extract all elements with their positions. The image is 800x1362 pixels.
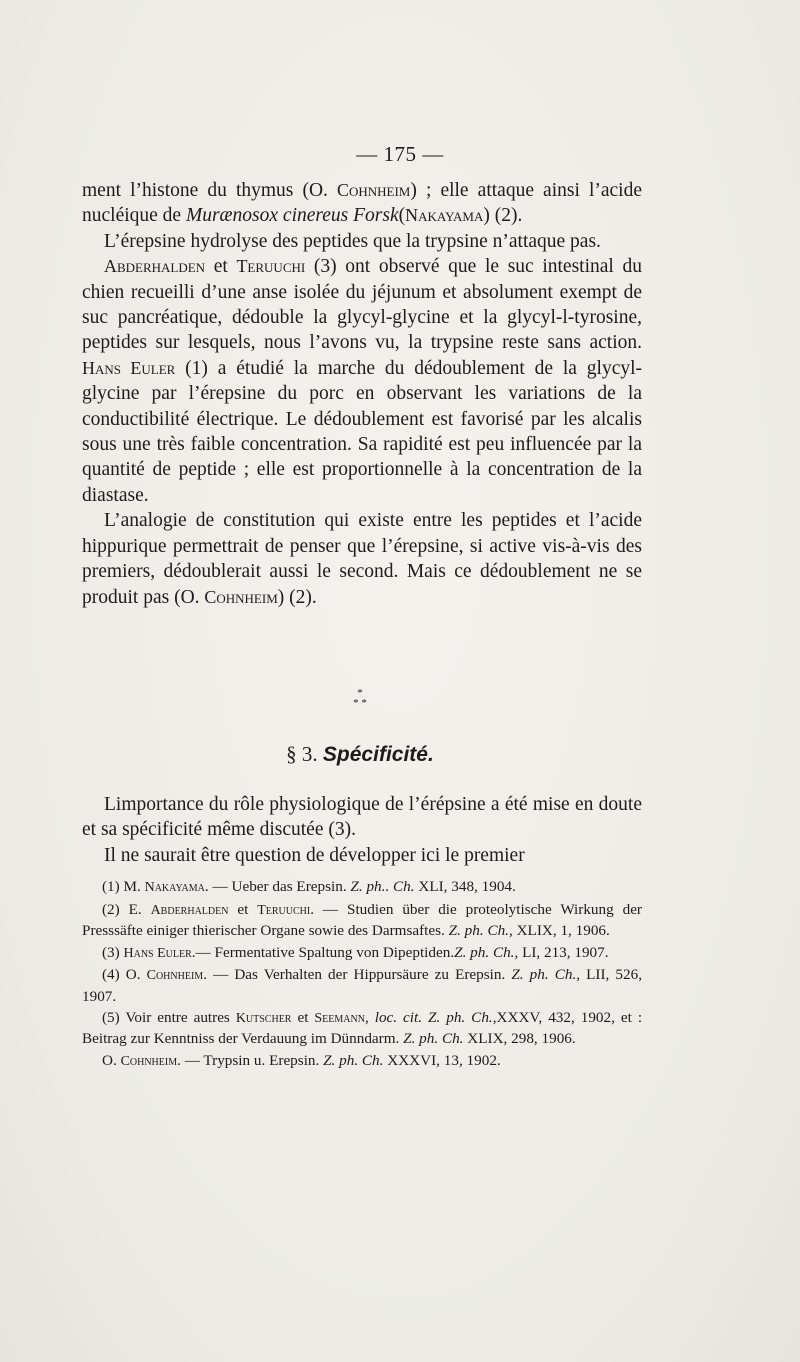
- text-run: et: [291, 1009, 315, 1027]
- text-run: ) (2).: [277, 586, 317, 608]
- author-name: Cohnheim: [337, 180, 411, 200]
- author-name: Cohnheim: [146, 968, 204, 984]
- text-run: XXXVI, 13, 1902.: [383, 1052, 501, 1070]
- footnote-number: (1) M.: [102, 878, 145, 895]
- citation-loc: loc. cit.: [374, 1009, 423, 1027]
- journal-name: Z. ph. Ch.: [403, 1030, 464, 1048]
- footnote-4: [82, 965, 642, 1006]
- text-run: ) ; elle attaque ainsi l’acide nucléique de: [82, 180, 643, 227]
- journal-name: Z. ph. Ch.: [511, 966, 577, 984]
- author-name: Abderhalden: [104, 256, 206, 277]
- author-name: Nakayama: [144, 880, 205, 895]
- text-run: (1) a étudié la marche du dédoublement de la glycyl-glycine par l’érepsine du porc en observant les variations de la conductibilité électrique. Le dédoublement est favorisé par les alcalis sous une très faible concentration. Sa rapidité est peu influencée par la quantité de peptide ; elle est proportionnelle à la concentration de la diastase.: [82, 357, 643, 506]
- footnote-6: [82, 1051, 642, 1072]
- footnote-number: (3): [102, 943, 124, 961]
- text-run: XLIX, 298, 1906.: [463, 1030, 576, 1048]
- text-run: et: [205, 256, 237, 278]
- paragraph-3: [82, 254, 642, 508]
- text-run: ,: [364, 1009, 375, 1027]
- author-name: Abderhalden: [150, 902, 229, 918]
- journal-name: Z. ph. Ch.: [323, 1052, 384, 1070]
- text-run: ,XXXV, 432, 1902, et : Beitrag zur Kenntniss der Verdauung im Dünndarm.: [82, 1009, 643, 1048]
- species-name: Murænosox cinereus Forsk: [185, 205, 399, 227]
- text-run: . — Trypsin u. Erepsin.: [177, 1052, 324, 1070]
- author-name: Cohnheim: [120, 1054, 178, 1070]
- journal-name: Z. ph. Ch.: [454, 943, 515, 961]
- separator-star-bottom: * *: [353, 697, 367, 709]
- author-name: Nakayama: [405, 205, 484, 226]
- paragraph-5: Limportance du rôle physiologique de l’érépsine a été mise en doute et sa spécificité même discutée (3).: [82, 794, 642, 841]
- text-run: .— Fermentative Spaltung von Dipeptiden.: [191, 943, 455, 961]
- main-text-block: [82, 178, 642, 610]
- text-run: . — Das Verhalten der Hippursäure zu Erepsin.: [203, 966, 512, 984]
- text-run: (3) ont observé que le suc intestinal du chien recueilli d’une anse isolée du jéjunum et absolument exempt de suc pancréatique, dédouble la glycyl-glycine et la glycyl-l-tyrosine, peptides sur lesquels, nous l’avons vu, la trypsine reste sans action.: [82, 256, 642, 354]
- section-heading: [0, 742, 720, 767]
- journal-name: Z. ph.. Ch.: [350, 878, 415, 895]
- page-number: — 175 —: [356, 142, 444, 166]
- paragraph-6: Il ne saurait être question de développer ici le premier: [104, 844, 525, 866]
- text-run: L’analogie de constitution qui existe entre les peptides et l’acide hippurique permettrait de penser que l’érepsine, si active vis-à-vis des premiers, dédoublerait aussi le second. Mais ce dédoublement ne se produit pas (O.: [82, 510, 642, 608]
- text-run: ment l’histone du thymus (O.: [82, 180, 338, 201]
- author-name: Teruuchi: [236, 256, 306, 277]
- section-text-block: [82, 792, 642, 868]
- author-name: Seemann: [314, 1011, 365, 1027]
- footnote-5: [82, 1008, 642, 1049]
- footnote-number: (5) Voir entre autres: [102, 1009, 236, 1027]
- author-name: Hans Euler: [123, 945, 192, 961]
- journal-name: Z. ph. Ch.: [448, 921, 509, 939]
- text-run: , LI, 213, 1907.: [514, 943, 609, 961]
- text-run: et: [228, 900, 258, 918]
- text-run: (: [398, 205, 406, 227]
- text-run: , XLIX, 1, 1906.: [508, 921, 610, 939]
- paragraph-4: [82, 508, 642, 610]
- paragraph-2: L’érepsine hydrolyse des peptides que la trypsine n’attaque pas.: [104, 230, 601, 252]
- separator-star-top: *: [357, 687, 363, 699]
- text-run: , LII, 526, 1907.: [82, 966, 642, 1005]
- journal-name: Z. ph. Ch.: [428, 1009, 493, 1027]
- footnote-1: [82, 877, 642, 898]
- footnote-3: [82, 943, 642, 964]
- footnotes: [82, 877, 642, 1074]
- footnote-2: [82, 900, 642, 941]
- section-separator: [340, 688, 380, 708]
- text-run: XLI, 348, 1904.: [414, 878, 516, 895]
- text-run: . — Ueber das Erepsin.: [204, 878, 351, 895]
- section-symbol: § 3.: [286, 742, 318, 766]
- section-title: Spécificité.: [322, 743, 434, 766]
- text-run: . — Studien über die proteolytische Wirkung der Presssäfte einiger thierischer Organe sowie des Darmsaftes.: [82, 900, 642, 939]
- paragraph-1: [82, 178, 642, 229]
- author-name: Kutscher: [235, 1011, 292, 1027]
- text-run: ) (2).: [483, 205, 523, 227]
- author-name: Hans Euler: [82, 357, 176, 378]
- footnote-number: O.: [102, 1052, 121, 1070]
- author-name: Teruuchi: [257, 902, 311, 918]
- footnote-number: (4) O.: [102, 966, 147, 984]
- author-name: Cohnheim: [204, 586, 278, 607]
- footnote-number: (2) E.: [102, 900, 151, 918]
